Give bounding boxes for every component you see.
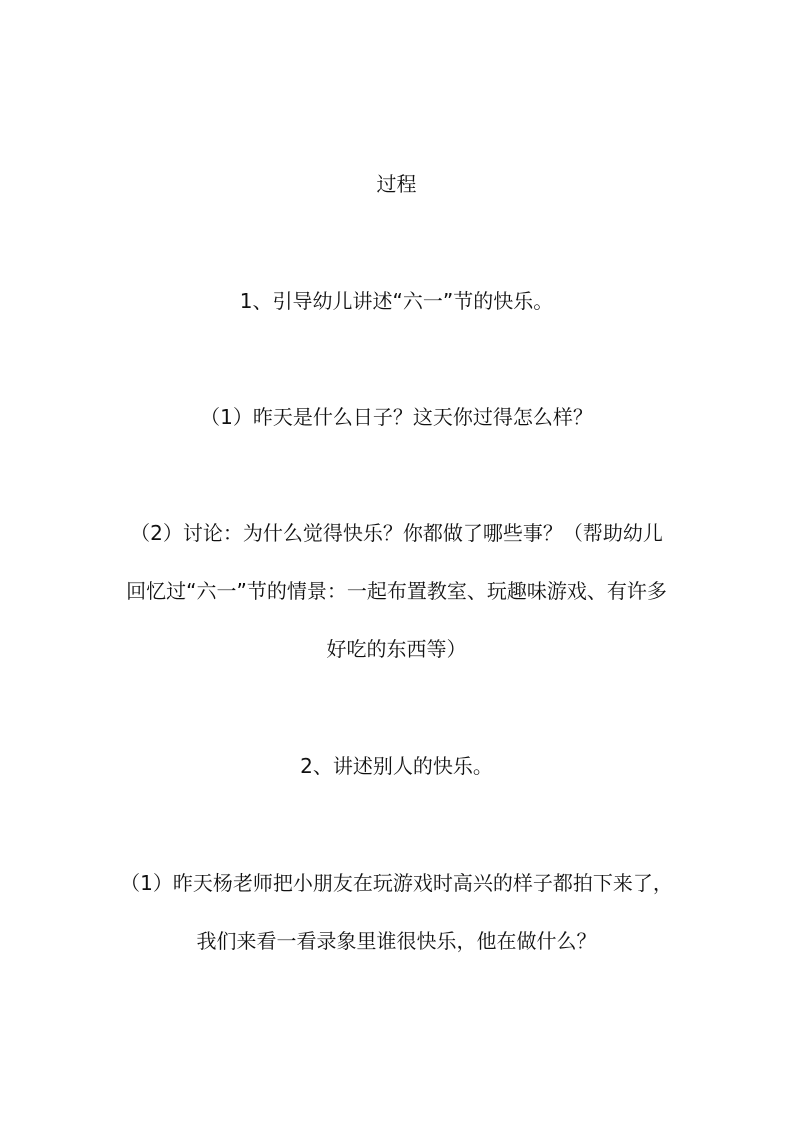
heading: 过程 [376, 172, 417, 196]
section-2-item-1-line-2: 我们来看一看录象里谁很快乐，他在做什么？ [196, 929, 597, 953]
section-2-item-1-line-1: （1）昨天杨老师把小朋友在玩游戏时高兴的样子都拍下来了， [120, 871, 673, 895]
section-1-item-2-line-3: 好吃的东西等） [326, 637, 467, 661]
section-1-item-2-line-2: 回忆过“六一”节的情景：一起布置教室、玩趣味游戏、有许多 [126, 579, 667, 603]
section-1-title: 1、引导幼儿讲述“六一”节的快乐。 [239, 289, 554, 313]
section-2-title: 2、讲述别人的快乐。 [300, 754, 493, 778]
section-1-item-1: （1）昨天是什么日子？这天你过得怎么样？ [200, 405, 593, 429]
section-1-item-2-line-1: （2）讨论：为什么觉得快乐？你都做了哪些事？（帮助幼儿 [130, 521, 663, 545]
